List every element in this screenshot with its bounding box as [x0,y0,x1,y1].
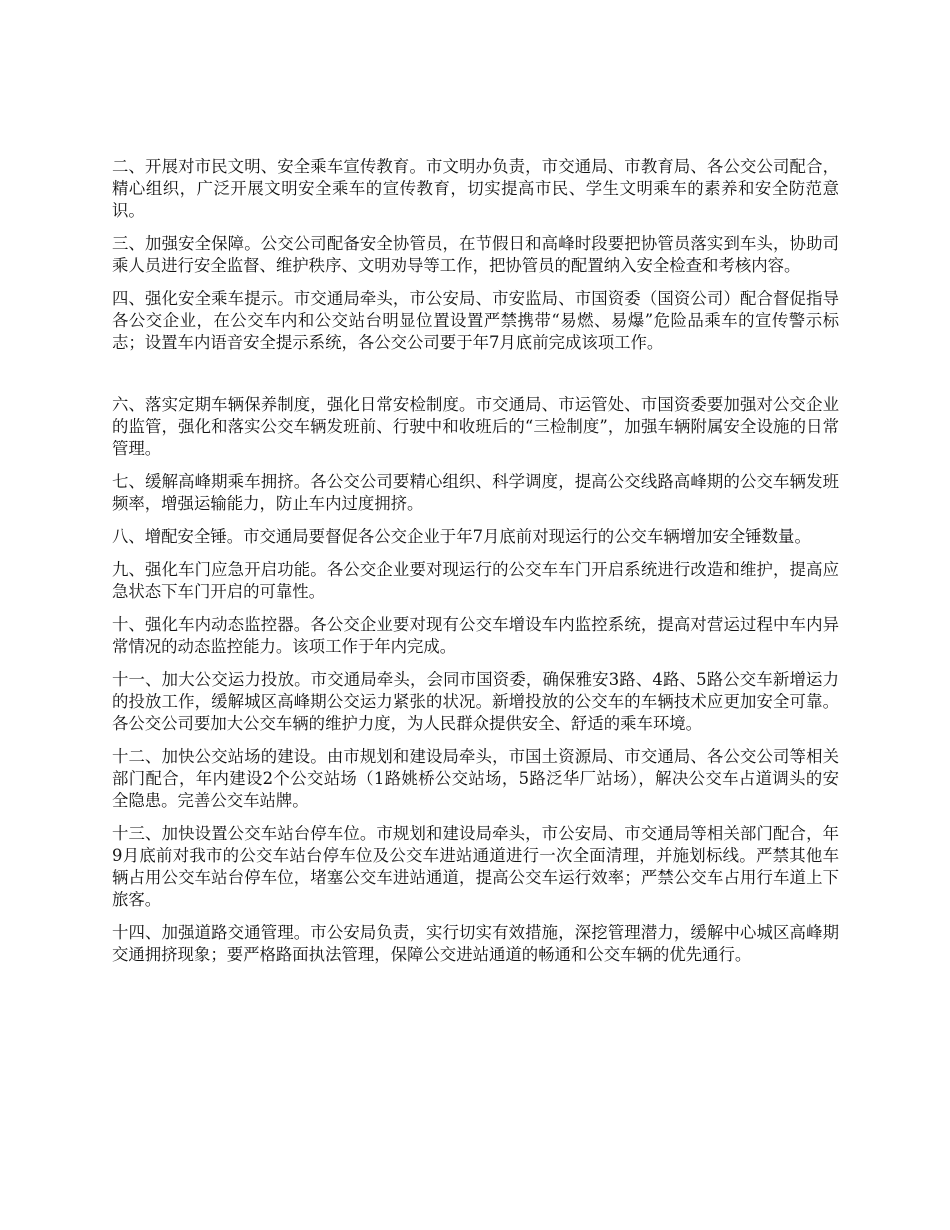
paragraph-4: 四、强化安全乘车提示。市交通局牵头，市公安局、市安监局、市国资委（国资公司）配合督促指导各公交企业，在公交车内和公交站台明显位置设置严禁携带“易燃、易爆”危险品乘车的宣传警示标志；设置车内语音安全提示系统，各公交公司要于年7月底前完成该项工作。 [112,289,839,352]
paragraph-14: 十四、加强道路交通管理。市公安局负责，实行切实有效措施，深挖管理潜力，缓解中心城区高峰期交通拥挤现象；要严格路面执法管理，保障公交进站通道的畅通和公交车辆的优先通行。 [112,923,839,964]
paragraph-2: 二、开展对市民文明、安全乘车宣传教育。市文明办负责，市交通局、市教育局、各公交公司配合，精心组织，广泛开展文明安全乘车的宣传教育，切实提高市民、学生文明乘车的素养和安全防范意识。 [112,157,839,220]
paragraph-10: 十、强化车内动态监控器。各公交企业要对现有公交车增设车内监控系统，提高对营运过程中车内异常情况的动态监控能力。该项工作于年内完成。 [112,615,839,656]
document-body [112,156,839,977]
paragraph-9: 九、强化车门应急开启功能。各公交企业要对现运行的公交车车门开启系统进行改造和维护，提高应急状态下车门开启的可靠性。 [112,560,839,601]
paragraph-13: 十三、加快设置公交车站台停车位。市规划和建设局牵头，市公安局、市交通局等相关部门配合，年9月底前对我市的公交车站台停车位及公交车进站通道进行一次全面清理，并施划标线。严禁其他车辆占用公交车站台停车位，堵塞公交车进站通道，提高公交车运行效率；严禁公交车占用行车道上下旅客。 [112,824,839,909]
paragraph-12: 十二、加快公交站场的建设。由市规划和建设局牵头，市国土资源局、市交通局、各公交公司等相关部门配合，年内建设2个公交站场（1路姚桥公交站场，5路泛华厂站场），解决公交车占道调头的安全隐患。完善公交车站牌。 [112,747,839,810]
paragraph-7: 七、缓解高峰期乘车拥挤。各公交公司要精心组织、科学调度，提高公交线路高峰期的公交车辆发班频率，增强运输能力，防止车内过度拥挤。 [112,472,839,513]
paragraph-11: 十一、加大公交运力投放。市交通局牵头，会同市国资委，确保雅安3路、4路、5路公交车新增运力的投放工作，缓解城区高峰期公交运力紧张的状况。新增投放的公交车的车辆技术应更加安全可靠。各公交公司要加大公交车辆的维护力度，为人民群众提供安全、舒适的乘车环境。 [112,670,839,733]
paragraph-3: 三、加强安全保障。公交公司配备安全协管员，在节假日和高峰时段要把协管员落实到车头，协助司乘人员进行安全监督、维护秩序、文明劝导等工作，把协管员的配置纳入安全检查和考核内容。 [112,234,839,275]
paragraph-8: 八、增配安全锤。市交通局要督促各公交企业于年7月底前对现运行的公交车辆增加安全锤数量。 [112,527,811,546]
paragraph-6: 六、落实定期车辆保养制度，强化日常安检制度。市交通局、市运管处、市国资委要加强对公交企业的监管，强化和落实公交车辆发班前、行驶中和收班后的“三检制度”，加强车辆附属安全设施的日常管理。 [112,395,839,458]
